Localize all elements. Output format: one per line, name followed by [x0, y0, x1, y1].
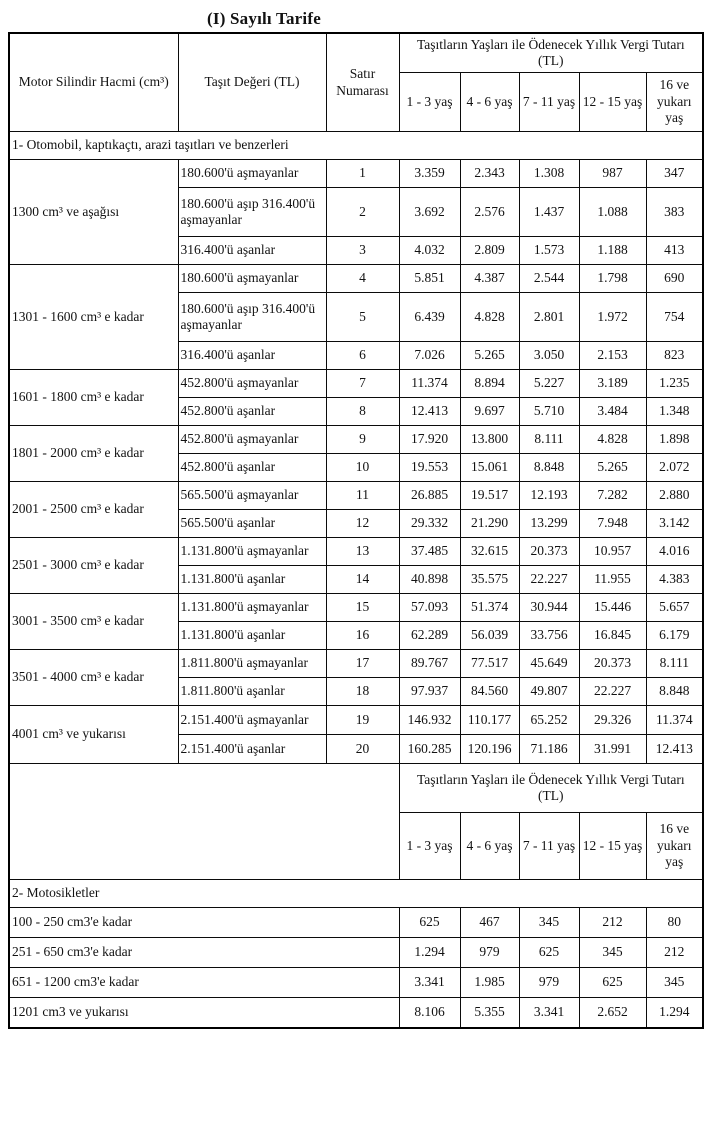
tax-value-cell: 160.285	[399, 735, 460, 764]
value-band-cell: 452.800'ü aşanlar	[178, 454, 326, 482]
table-row	[9, 968, 703, 998]
age-header-1-3: 1 - 3 yaş	[399, 73, 460, 132]
tax-value-cell: 110.177	[460, 706, 519, 735]
age-header-7-11: 7 - 11 yaş	[519, 813, 579, 880]
tax-value-cell: 2.880	[646, 482, 703, 510]
tax-value-cell: 2.343	[460, 160, 519, 188]
tax-value-cell: 625	[399, 908, 460, 938]
row-number-cell: 3	[326, 237, 399, 265]
table-row	[9, 482, 703, 510]
row-number-cell: 11	[326, 482, 399, 510]
engine-size-cell: 2001 - 2500 cm³ e kadar	[9, 482, 178, 538]
engine-size-cell: 1300 cm³ ve aşağısı	[9, 160, 178, 265]
tax-value-cell: 84.560	[460, 678, 519, 706]
value-band-cell: 1.131.800'ü aşmayanlar	[178, 538, 326, 566]
tax-value-cell: 4.387	[460, 265, 519, 293]
tax-value-cell: 3.484	[579, 398, 646, 426]
tax-value-cell: 29.326	[579, 706, 646, 735]
tax-value-cell: 1.188	[579, 237, 646, 265]
tax-value-cell: 4.383	[646, 566, 703, 594]
tax-value-cell: 1.348	[646, 398, 703, 426]
tax-value-cell: 1.294	[399, 938, 460, 968]
tax-value-cell: 5.265	[579, 454, 646, 482]
row-number-cell: 1	[326, 160, 399, 188]
value-band-cell: 316.400'ü aşanlar	[178, 342, 326, 370]
age-header-4-6: 4 - 6 yaş	[460, 813, 519, 880]
page-title: (I) Sayılı Tarife	[207, 9, 321, 28]
age-header-12-15: 12 - 15 yaş	[579, 73, 646, 132]
tax-value-cell: 35.575	[460, 566, 519, 594]
row-number-cell: 20	[326, 735, 399, 764]
value-band-cell: 452.800'ü aşmayanlar	[178, 370, 326, 398]
section-header-row	[9, 132, 703, 160]
tax-value-cell: 690	[646, 265, 703, 293]
row-number-cell: 9	[326, 426, 399, 454]
tax-header-unit: (TL)	[538, 788, 564, 803]
tax-value-cell: 8.111	[646, 650, 703, 678]
motorcycle-size-cell: 1201 cm3 ve yukarısı	[9, 998, 399, 1029]
tax-value-cell: 146.932	[399, 706, 460, 735]
tax-value-cell: 754	[646, 293, 703, 342]
value-band-cell: 2.151.400'ü aşmayanlar	[178, 706, 326, 735]
tax-value-cell: 3.142	[646, 510, 703, 538]
table-row	[9, 426, 703, 454]
tax-value-cell: 212	[646, 938, 703, 968]
tax-value-cell: 987	[579, 160, 646, 188]
tax-value-cell: 12.193	[519, 482, 579, 510]
age-header-12-15: 12 - 15 yaş	[579, 813, 646, 880]
tax-value-cell: 413	[646, 237, 703, 265]
age-header-4-6: 4 - 6 yaş	[460, 73, 519, 132]
tax-value-cell: 383	[646, 188, 703, 237]
tax-value-cell: 120.196	[460, 735, 519, 764]
tax-value-cell: 3.359	[399, 160, 460, 188]
tax-value-cell: 5.355	[460, 998, 519, 1029]
tax-value-cell: 1.573	[519, 237, 579, 265]
value-band-cell: 180.600'ü aşmayanlar	[178, 160, 326, 188]
tax-value-cell: 345	[646, 968, 703, 998]
engine-size-cell: 2501 - 3000 cm³ e kadar	[9, 538, 178, 594]
tax-value-cell: 22.227	[519, 566, 579, 594]
section-1-label: 1- Otomobil, kaptıkaçtı, arazi taşıtları ve benzerleri	[9, 132, 703, 160]
value-band-cell: 180.600'ü aşıp 316.400'ü aşmayanlar	[178, 188, 326, 237]
tax-value-cell: 71.186	[519, 735, 579, 764]
tax-value-cell: 8.848	[646, 678, 703, 706]
tax-value-cell: 4.016	[646, 538, 703, 566]
tax-value-cell: 8.848	[519, 454, 579, 482]
tax-value-cell: 5.710	[519, 398, 579, 426]
tax-value-cell: 80	[646, 908, 703, 938]
tax-value-cell: 979	[519, 968, 579, 998]
tariff-table	[8, 32, 704, 1029]
age-header-1-3: 1 - 3 yaş	[399, 813, 460, 880]
tax-value-cell: 89.767	[399, 650, 460, 678]
tax-value-cell: 2.153	[579, 342, 646, 370]
engine-size-cell: 3001 - 3500 cm³ e kadar	[9, 594, 178, 650]
value-band-cell: 316.400'ü aşanlar	[178, 237, 326, 265]
tax-value-cell: 20.373	[519, 538, 579, 566]
tax-header-title: Taşıtların Yaşları ile Ödenecek Yıllık Vergi Tutarı	[416, 771, 685, 787]
tax-value-cell: 1.985	[460, 968, 519, 998]
tax-value-cell: 1.798	[579, 265, 646, 293]
tax-value-cell: 32.615	[460, 538, 519, 566]
tax-value-cell: 6.439	[399, 293, 460, 342]
tax-value-cell: 33.756	[519, 622, 579, 650]
tax-value-cell: 19.553	[399, 454, 460, 482]
value-band-cell: 180.600'ü aşıp 316.400'ü aşmayanlar	[178, 293, 326, 342]
column-header-tax	[399, 33, 703, 73]
tax-value-cell: 15.061	[460, 454, 519, 482]
tax-value-cell: 5.265	[460, 342, 519, 370]
tax-value-cell: 467	[460, 908, 519, 938]
engine-size-cell: 4001 cm³ ve yukarısı	[9, 706, 178, 764]
row-number-cell: 17	[326, 650, 399, 678]
age-header-16-up: 16 ve yukarı yaş	[646, 813, 703, 880]
engine-size-cell: 1801 - 2000 cm³ e kadar	[9, 426, 178, 482]
table-row	[9, 538, 703, 566]
value-band-cell: 452.800'ü aşmayanlar	[178, 426, 326, 454]
tax-value-cell: 29.332	[399, 510, 460, 538]
column-header-engine: Motor Silindir Hacmi (cm³)	[9, 33, 178, 132]
table-row	[9, 370, 703, 398]
tax-value-cell: 22.227	[579, 678, 646, 706]
column-header-tax-2	[399, 764, 703, 813]
tax-value-cell: 8.106	[399, 998, 460, 1029]
tax-value-cell: 12.413	[399, 398, 460, 426]
tax-value-cell: 51.374	[460, 594, 519, 622]
tax-value-cell: 11.955	[579, 566, 646, 594]
table-row	[9, 160, 703, 188]
tax-value-cell: 4.828	[460, 293, 519, 342]
spacer-cell	[9, 764, 399, 880]
tax-value-cell: 26.885	[399, 482, 460, 510]
engine-size-cell: 1301 - 1600 cm³ e kadar	[9, 265, 178, 370]
row-number-cell: 15	[326, 594, 399, 622]
row-number-cell: 19	[326, 706, 399, 735]
tax-value-cell: 625	[519, 938, 579, 968]
tax-value-cell: 5.657	[646, 594, 703, 622]
value-band-cell: 1.131.800'ü aşmayanlar	[178, 594, 326, 622]
tax-value-cell: 11.374	[399, 370, 460, 398]
tax-value-cell: 21.290	[460, 510, 519, 538]
tax-value-cell: 3.692	[399, 188, 460, 237]
tax-value-cell: 1.235	[646, 370, 703, 398]
tax-value-cell: 2.652	[579, 998, 646, 1029]
value-band-cell: 2.151.400'ü aşanlar	[178, 735, 326, 764]
tax-value-cell: 5.851	[399, 265, 460, 293]
tax-value-cell: 1.294	[646, 998, 703, 1029]
row-number-cell: 6	[326, 342, 399, 370]
row-number-cell: 16	[326, 622, 399, 650]
tax-value-cell: 57.093	[399, 594, 460, 622]
tax-header-unit: (TL)	[538, 53, 564, 68]
tax-value-cell: 345	[579, 938, 646, 968]
tax-value-cell: 12.413	[646, 735, 703, 764]
row-number-cell: 2	[326, 188, 399, 237]
tax-value-cell: 7.282	[579, 482, 646, 510]
tax-value-cell: 1.437	[519, 188, 579, 237]
value-band-cell: 565.500'ü aşanlar	[178, 510, 326, 538]
value-band-cell: 565.500'ü aşmayanlar	[178, 482, 326, 510]
tax-value-cell: 6.179	[646, 622, 703, 650]
tax-value-cell: 3.050	[519, 342, 579, 370]
tax-value-cell: 65.252	[519, 706, 579, 735]
tax-value-cell: 5.227	[519, 370, 579, 398]
tax-value-cell: 13.299	[519, 510, 579, 538]
row-number-cell: 18	[326, 678, 399, 706]
table-row	[9, 650, 703, 678]
tax-value-cell: 3.189	[579, 370, 646, 398]
tax-value-cell: 45.649	[519, 650, 579, 678]
age-header-7-11: 7 - 11 yaş	[519, 73, 579, 132]
table-row	[9, 998, 703, 1029]
table-row	[9, 706, 703, 735]
tax-value-cell: 2.576	[460, 188, 519, 237]
tax-value-cell: 11.374	[646, 706, 703, 735]
row-number-cell: 4	[326, 265, 399, 293]
tax-value-cell: 20.373	[579, 650, 646, 678]
tax-value-cell: 17.920	[399, 426, 460, 454]
value-band-cell: 452.800'ü aşanlar	[178, 398, 326, 426]
tax-value-cell: 1.972	[579, 293, 646, 342]
tax-value-cell: 625	[579, 968, 646, 998]
tax-value-cell: 31.991	[579, 735, 646, 764]
tax-value-cell: 4.032	[399, 237, 460, 265]
tax-value-cell: 30.944	[519, 594, 579, 622]
tax-value-cell: 979	[460, 938, 519, 968]
motorcycle-size-cell: 651 - 1200 cm3'e kadar	[9, 968, 399, 998]
tax-value-cell: 77.517	[460, 650, 519, 678]
table-header2-row-1	[9, 764, 703, 813]
column-header-value: Taşıt Değeri (TL)	[178, 33, 326, 132]
tax-value-cell: 10.957	[579, 538, 646, 566]
table-row	[9, 265, 703, 293]
tax-value-cell: 1.088	[579, 188, 646, 237]
age-header-16-up: 16 ve yukarı yaş	[646, 73, 703, 132]
table-row	[9, 908, 703, 938]
section-header-row	[9, 880, 703, 908]
motorcycle-size-cell: 100 - 250 cm3'e kadar	[9, 908, 399, 938]
table-row	[9, 594, 703, 622]
table-row	[9, 938, 703, 968]
engine-size-cell: 3501 - 4000 cm³ e kadar	[9, 650, 178, 706]
tax-value-cell: 62.289	[399, 622, 460, 650]
tax-value-cell: 97.937	[399, 678, 460, 706]
tax-value-cell: 2.544	[519, 265, 579, 293]
tax-value-cell: 3.341	[399, 968, 460, 998]
tax-value-cell: 8.111	[519, 426, 579, 454]
tax-value-cell: 40.898	[399, 566, 460, 594]
tax-value-cell: 2.809	[460, 237, 519, 265]
value-band-cell: 1.131.800'ü aşanlar	[178, 566, 326, 594]
tax-value-cell: 3.341	[519, 998, 579, 1029]
value-band-cell: 1.131.800'ü aşanlar	[178, 622, 326, 650]
tax-value-cell: 15.446	[579, 594, 646, 622]
row-number-cell: 14	[326, 566, 399, 594]
tax-value-cell: 345	[519, 908, 579, 938]
table-header-row-1	[9, 33, 703, 73]
value-band-cell: 180.600'ü aşmayanlar	[178, 265, 326, 293]
tax-value-cell: 16.845	[579, 622, 646, 650]
value-band-cell: 1.811.800'ü aşmayanlar	[178, 650, 326, 678]
column-header-row-number: Satır Numarası	[326, 33, 399, 132]
tax-value-cell: 1.308	[519, 160, 579, 188]
row-number-cell: 5	[326, 293, 399, 342]
tax-value-cell: 9.697	[460, 398, 519, 426]
tax-value-cell: 49.807	[519, 678, 579, 706]
tax-value-cell: 4.828	[579, 426, 646, 454]
tax-value-cell: 8.894	[460, 370, 519, 398]
tax-value-cell: 13.800	[460, 426, 519, 454]
section-2-label: 2- Motosikletler	[9, 880, 703, 908]
tax-value-cell: 1.898	[646, 426, 703, 454]
tax-value-cell: 56.039	[460, 622, 519, 650]
row-number-cell: 12	[326, 510, 399, 538]
tax-value-cell: 347	[646, 160, 703, 188]
tax-value-cell: 7.948	[579, 510, 646, 538]
row-number-cell: 8	[326, 398, 399, 426]
tax-value-cell: 2.072	[646, 454, 703, 482]
value-band-cell: 1.811.800'ü aşanlar	[178, 678, 326, 706]
tax-value-cell: 823	[646, 342, 703, 370]
row-number-cell: 10	[326, 454, 399, 482]
motorcycle-size-cell: 251 - 650 cm3'e kadar	[9, 938, 399, 968]
row-number-cell: 13	[326, 538, 399, 566]
tax-header-title: Taşıtların Yaşları ile Ödenecek Yıllık Vergi Tutarı	[416, 36, 685, 52]
tax-value-cell: 19.517	[460, 482, 519, 510]
row-number-cell: 7	[326, 370, 399, 398]
tax-value-cell: 212	[579, 908, 646, 938]
engine-size-cell: 1601 - 1800 cm³ e kadar	[9, 370, 178, 426]
tax-value-cell: 2.801	[519, 293, 579, 342]
tax-value-cell: 7.026	[399, 342, 460, 370]
tax-value-cell: 37.485	[399, 538, 460, 566]
